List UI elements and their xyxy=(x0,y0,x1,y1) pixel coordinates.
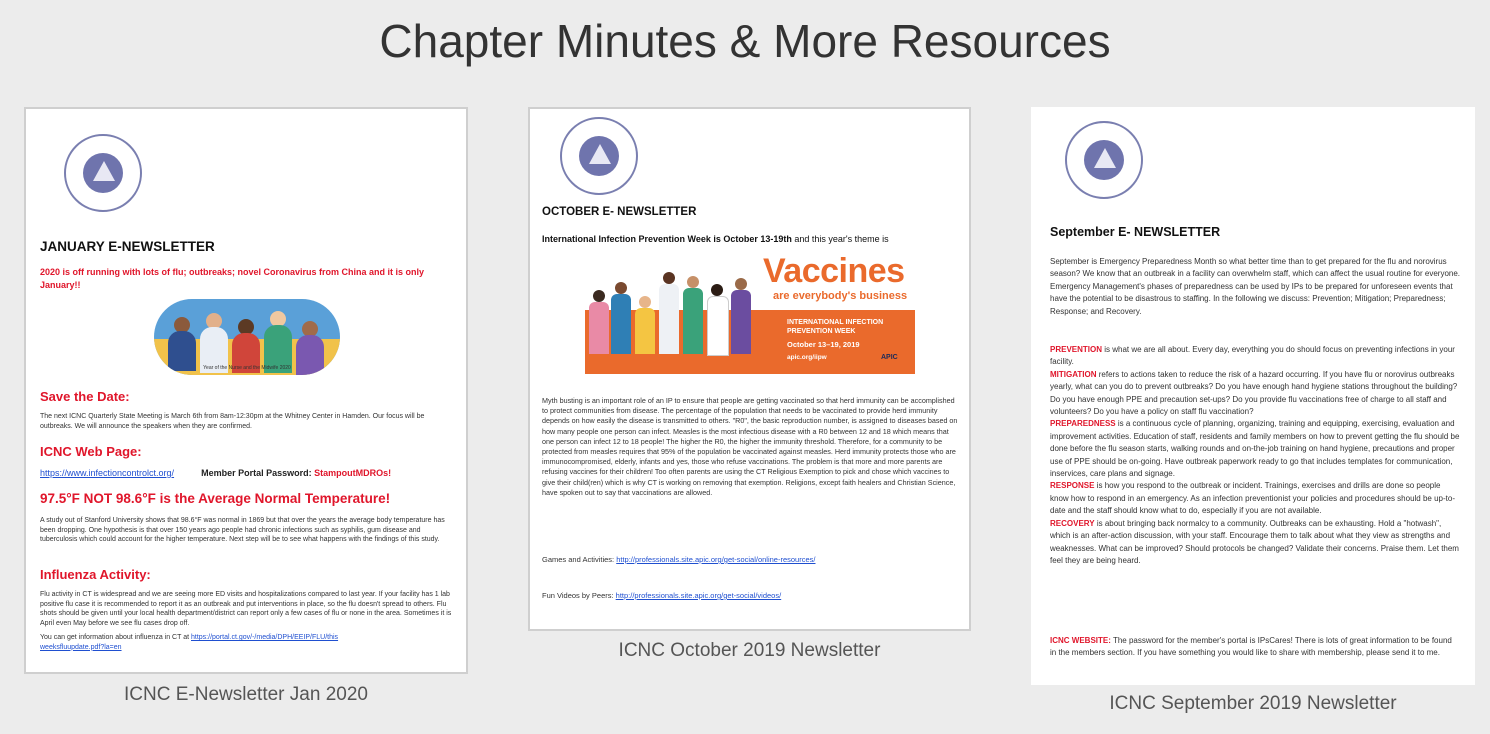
page-title: Chapter Minutes & More Resources xyxy=(379,15,1111,67)
response-term: RESPONSE xyxy=(1050,481,1095,491)
web-page-title: ICNC Web Page: xyxy=(40,444,142,459)
banner-event: INTERNATIONAL INFECTION PREVENTION WEEK xyxy=(787,319,884,335)
recovery-text: is about bringing back normalcy to a community. Outbreaks can be exhausting. Hold a "hotwash", which is an after-action discussion, with your staff. Encourage them to talk about what they view as strengths and weaknesses. What can be improved? Should protocols be changed? Validate their concerns. Praise them. Let them feel they are being heard. xyxy=(1050,518,1459,565)
videos-label: Fun Videos by Peers: xyxy=(542,591,614,600)
newsletter-heading: OCTOBER E- NEWSLETTER xyxy=(542,206,697,218)
banner-url: apic.org/iipw xyxy=(787,354,827,361)
games-link[interactable]: http://professionals.site.apic.org/get-social/online-resources/ xyxy=(616,555,816,564)
banner-dates: October 13–19, 2019 xyxy=(787,340,860,349)
influenza-text: Flu activity in CT is widespread and we are seeing more ED visits and hospitalizations compared to last year. If your facility has 1 lab positive flu case it is recommended to report it as an outbreak and put interventions in place, so the flu doesn't spread to others. Flu shots should be given until your local health department/district can report only a few cases of flu or none in the area. Sometimes it is April even May before we see flu cases drop off. xyxy=(40,591,452,627)
website-text: The password for the member's portal is IPsCares! There is lots of great information to be found in the members section. If you have something you would like to share with membership, please send it to me. xyxy=(1050,636,1452,658)
website-note xyxy=(1050,635,1460,660)
temperature-text: A study out of Stanford University shows that 98.6°F was normal in 1869 but that over the years the average body temperature has been dropping. One hypothesis is that over 150 years ago people had chronic infections such as syphilis, gum disease and tuberculosis which could account for the higher temperature. Next step will be to see what happens with the findings of this study. xyxy=(40,517,445,544)
videos-link[interactable]: http://professionals.site.apic.org/get-social/videos/ xyxy=(615,591,782,600)
newsletter-thumbnail-oct-2019[interactable] xyxy=(528,107,971,631)
icnc-seal-logo xyxy=(560,117,638,195)
iipw-text: and this year's theme is xyxy=(791,234,889,244)
caption-oct-2019[interactable]: ICNC October 2019 Newsletter xyxy=(618,640,881,661)
influenza-link[interactable]: https://portal.ct.gov/-/media/DPH/EEIP/FLU/thisweeksfluupdate.pdf?la=en xyxy=(40,634,339,651)
recovery-term: RECOVERY xyxy=(1050,518,1095,528)
icnc-seal-logo xyxy=(64,134,142,212)
prevention-term: PREVENTION xyxy=(1050,345,1103,354)
nurses-illustration xyxy=(154,299,340,375)
save-date-title: Save the Date: xyxy=(40,389,130,404)
influenza-link-label: You can get information about influenza in CT at xyxy=(40,634,190,641)
preparedness-term: PREPAREDNESS xyxy=(1050,419,1116,429)
caption-jan-2020[interactable]: ICNC E-Newsletter Jan 2020 xyxy=(124,684,368,705)
vaccines-banner xyxy=(585,252,915,374)
games-label: Games and Activities: xyxy=(542,555,615,564)
intro-red-text: 2020 is off running with lots of flu; outbreaks; novel Coronavirus from China and it is only January!! xyxy=(40,267,425,290)
save-date-text: The next ICNC Quarterly State Meeting is March 6th from 8am-12:30pm at the Whitney Center in Hamden. Our focus will be outbreaks. We will announce the speakers when they are confirmed. xyxy=(40,413,425,430)
caption-sep-2019[interactable]: ICNC September 2019 Newsletter xyxy=(1109,693,1397,714)
section-prevention xyxy=(1050,344,1460,369)
section-preparedness xyxy=(1050,418,1460,480)
newsletter-heading: September E- NEWSLETTER xyxy=(1050,225,1221,239)
website-link[interactable]: https://www.infectioncontrolct.org/ xyxy=(40,468,175,478)
portal-label: Member Portal Password: xyxy=(201,468,312,478)
response-text: is how you respond to the outbreak or incident. Trainings, exercises and drills are done so people know how to respond in an emergency. As an infection preventionist your policies and procedures should be up-to-date and the staff should know what to do, especially if you are not available. xyxy=(1050,481,1455,516)
preparedness-sections xyxy=(1050,344,1460,567)
newsletter-thumbnail-jan-2020[interactable] xyxy=(24,107,468,674)
website-label: ICNC WEBSITE: xyxy=(1050,636,1111,645)
section-response xyxy=(1050,480,1460,517)
preparedness-text: is a continuous cycle of planning, organizing, training and equipping, exercising, evaluation and improvement activities. Education of staff, residents and family members on how to prevent getting the flu should be done before the flu season starts, walking rounds and on-the-job training on hand hygiene, precautions and proper use of PPE should be on-going. Have outbreak paperwork ready to go that includes templates for communication, inservices, care plans and signage. xyxy=(1050,419,1460,479)
illustration-caption: Year of the Nurse and the Midwife 2020 xyxy=(203,365,291,371)
mitigation-term: MITIGATION xyxy=(1050,369,1097,379)
icnc-seal-logo xyxy=(1065,121,1143,199)
section-mitigation xyxy=(1050,369,1460,419)
herd-immunity-text: Myth busting is an important role of an IP to ensure that people are getting vaccinated so that herd immunity can be accomplished to protect communities from disease. The percentage of the population that needs to be vaccinated to provide herd immunity depends on how easily the disease is transmitted to others. "R0", the basic reproduction number, is assigned to diseases based on how many people one person can infect. Measles is the most infectious disease with a R0 between 12 and 18 which means that one person can infect 12 to 18 people! The higher the R0, the higher the immunity threshold. Therefore, for a community to be protected from measles requires that 95% of the population be vaccinated against measles. Herd immunity protects those who are immunocompromised, elderly, infants and yes, those who refuse vaccinations. The problem is that more and more parents are refusing vaccines for their children! Too often parents are using the CT Religious Exemption to pick and chose which vaccines to give their child(ren) which is why CT is working on removing that exemption. Religions, except faith healers and Christian Science, have spoken out to say that vaccinations are allowed. xyxy=(542,396,958,497)
newsletter-heading: JANUARY E-NEWSLETTER xyxy=(40,239,215,254)
temperature-title: 97.5°F NOT 98.6°F is the Average Normal Temperature! xyxy=(40,491,391,506)
apic-logo: APIC xyxy=(881,354,898,361)
preparedness-intro: September is Emergency Preparedness Month so what better time than to get prepared for the flu and norovirus season? We know that an outbreak in a facility can overwhelm staff, which can affect the usual routine for everyone. Emergency Management's phases of preparedness can be used by IPs to be prepared for unforeseen events that have the potential to be disastrous to staffing. In the following we discuss: Prevention; Mitigation; Preparedness; Response; and Recovery. xyxy=(1050,257,1461,316)
influenza-title: Influenza Activity: xyxy=(40,567,151,582)
iipw-text-bold: International Infection Prevention Week is October 13-19th xyxy=(542,234,792,244)
prevention-text: is what we are all about. Every day, everything you do should focus on preventing infections in your facility. xyxy=(1050,345,1455,367)
section-recovery xyxy=(1050,518,1460,568)
newsletter-thumbnail-sep-2019[interactable] xyxy=(1031,107,1475,685)
banner-title: Vaccines xyxy=(763,252,905,290)
portal-password: StampoutMDROs! xyxy=(314,468,392,478)
mitigation-text: refers to actions taken to reduce the risk of a hazard occurring. If you have flu or norovirus outbreaks yearly, what can you do to prevent outbreaks? Do you have enough hand hygiene stations throughout the building? Do you have enough PPE and precaution set-ups? Do you provide flu vaccinations free of charge to all staff and volunteers? Do you have a policy on staff flu vaccination? xyxy=(1050,369,1458,417)
banner-subtitle: are everybody's business xyxy=(773,290,908,302)
